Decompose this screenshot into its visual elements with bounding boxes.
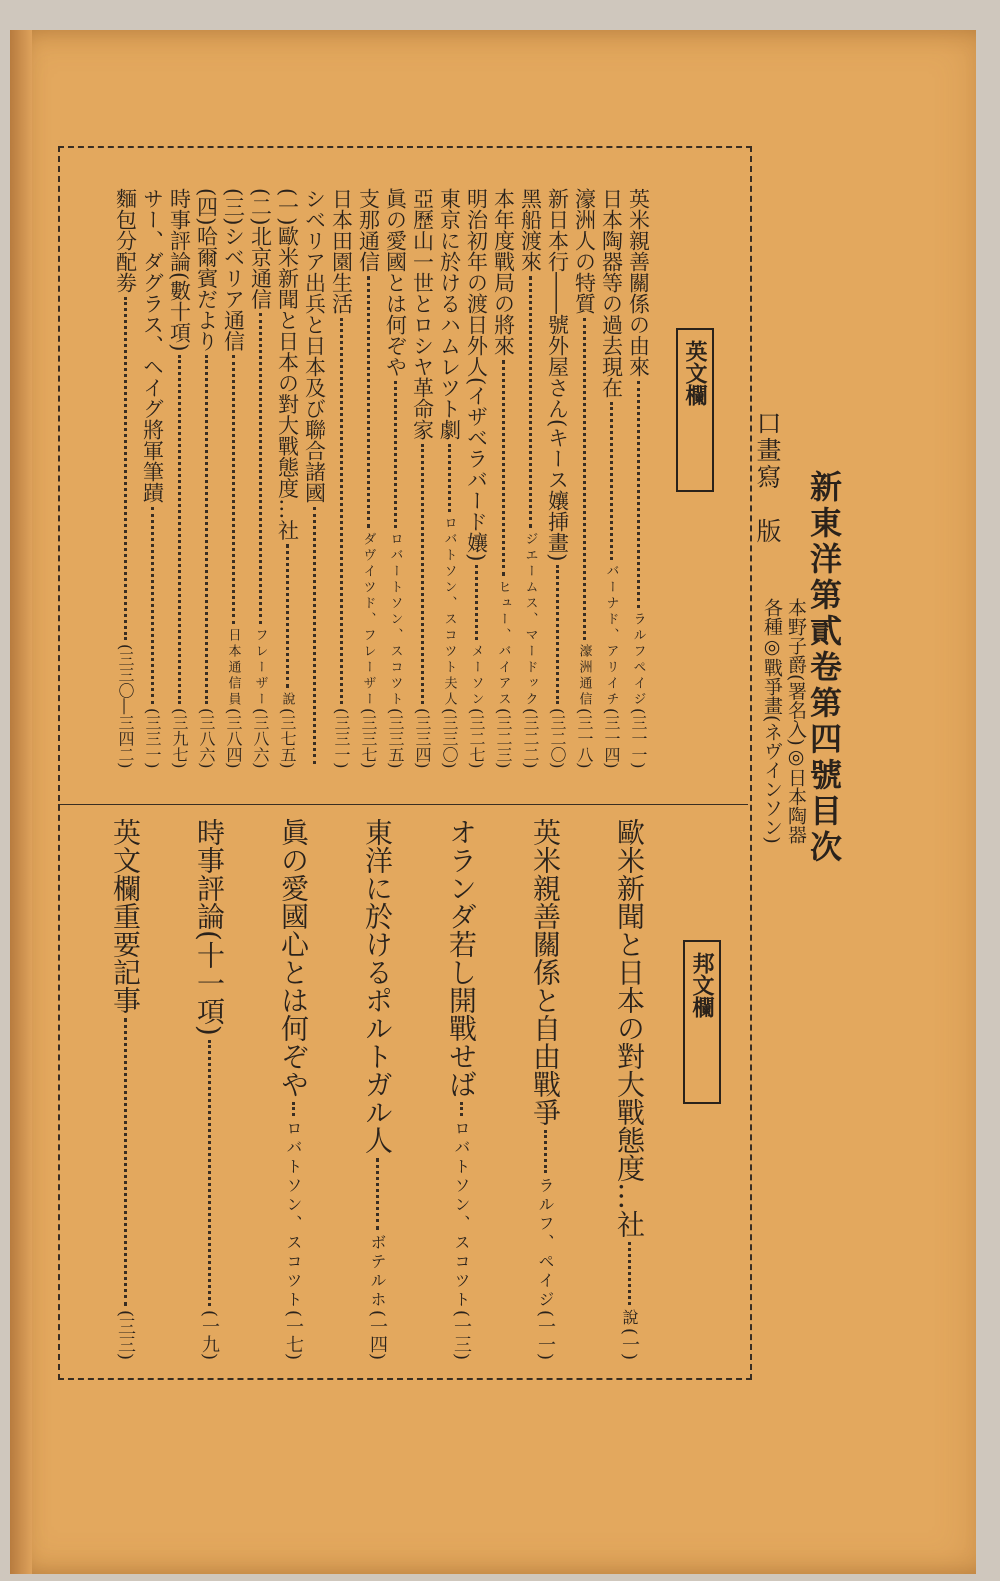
entry-page-number: (一四)	[367, 1309, 388, 1360]
entry-title: 眞の愛國心とは何ぞや	[277, 818, 310, 1098]
entry-title: シベリア出兵と日本及び聯合諸國	[302, 188, 327, 503]
entry-author: ロバトソン、スコツト	[284, 1119, 303, 1310]
entry-title: 英米親善關係の由來	[626, 188, 651, 377]
leader-dots	[178, 355, 181, 703]
entry-title: 東洋に於けるポルトガル人	[361, 818, 394, 1154]
entry-page-number: (一)	[619, 1327, 640, 1360]
entry-title: 新日本行――號外屋さん(キース孃挿畫)	[545, 188, 570, 562]
english-entry	[543, 188, 571, 768]
entry-title: 英米親善關係と自由戰爭	[529, 818, 562, 1126]
leader-dots	[208, 1040, 211, 1306]
kuchie-label: 口畫寫 版	[753, 410, 782, 545]
entry-page-number: (三八六)	[197, 707, 216, 768]
japanese-entry	[192, 818, 226, 1360]
english-entry	[327, 188, 355, 768]
english-entry	[138, 188, 166, 768]
english-entry	[246, 188, 274, 768]
entry-title: 時事評論(十一項)	[193, 818, 226, 1036]
leader-dots	[529, 276, 532, 528]
english-entry	[462, 188, 490, 768]
entry-page-number: (三二三)	[494, 707, 513, 768]
entry-page-number: (三一四)	[602, 707, 621, 768]
english-entry	[192, 188, 220, 768]
leader-dots	[394, 381, 397, 528]
entry-author: 濠洲通信	[576, 643, 592, 708]
entry-author: 說	[620, 1308, 639, 1328]
leader-dots	[340, 318, 343, 704]
leader-dots	[448, 444, 451, 512]
leader-dots	[460, 1102, 463, 1116]
entry-title: 濠洲人の特質	[572, 188, 597, 314]
entry-page-number: (一一)	[535, 1309, 556, 1360]
entry-title: オランダ若し開戰せば	[445, 818, 478, 1098]
japanese-entry	[444, 818, 478, 1360]
entry-title: 時事評論(數十項)	[167, 188, 192, 352]
section-divider	[58, 804, 748, 805]
japanese-entry	[612, 818, 646, 1360]
entry-author: ロバトソン、スコツト夫人	[441, 515, 457, 708]
entry-author: 日本通信員	[225, 627, 241, 708]
entry-page-number: (三三一)	[143, 707, 162, 768]
leader-dots	[205, 355, 208, 703]
entry-page-number: (三二二)	[521, 707, 540, 768]
entry-title: (一)歐米新聞と日本の對大戰態度…社	[275, 188, 300, 541]
english-entry	[111, 188, 139, 768]
entry-author: フレーザー	[252, 627, 268, 708]
english-entry	[516, 188, 544, 768]
entry-title: サー、ダグラス、ヘイグ將軍筆蹟	[140, 188, 165, 503]
english-entry	[165, 188, 193, 768]
kuchie-line-2: 各種◎戰爭畫(ネヴインソン)	[761, 598, 783, 844]
entry-title: 亞歷山一世とロシヤ革命家	[410, 188, 435, 440]
entry-title: (四)哈爾賓だより	[194, 188, 219, 352]
entry-page-number: (三八四)	[224, 707, 243, 768]
leader-dots	[544, 1130, 547, 1173]
entry-author: ラルフペイジ	[630, 611, 646, 708]
entry-page-number: (三三五)	[386, 707, 405, 768]
leader-dots	[583, 318, 586, 640]
entry-title: 眞の愛國とは何ぞや	[383, 188, 408, 377]
english-entry	[489, 188, 517, 768]
entry-page-number: (三三四)	[413, 707, 432, 768]
entry-page-number: (三八六)	[251, 707, 270, 768]
english-entry	[570, 188, 598, 768]
entry-title: (三)シベリア通信	[221, 188, 246, 352]
entry-author: バーナド、アリイチ	[603, 563, 619, 708]
english-entry	[381, 188, 409, 768]
toc-title: 新東洋第貳卷第四號目次	[805, 470, 843, 866]
english-entry	[273, 188, 301, 768]
english-entry	[597, 188, 625, 768]
entry-title: 日本田園生活	[329, 188, 354, 314]
leader-dots	[124, 1018, 127, 1306]
leader-dots	[502, 360, 505, 576]
english-entry	[354, 188, 382, 768]
entry-title: 本年度戰局の將來	[491, 188, 516, 356]
entry-author: ヒュー、バイアス	[495, 579, 511, 708]
entry-page-number: (三一八)	[575, 707, 594, 768]
entry-page-number: (三九七)	[170, 707, 189, 768]
entry-page-number: (三二七)	[467, 707, 486, 768]
leader-dots	[292, 1102, 295, 1116]
entry-author: メーソン	[468, 643, 484, 708]
entry-page-number: (三三〇―三四二)	[116, 643, 135, 768]
entry-title: 支那通信	[356, 188, 381, 272]
english-entry	[408, 188, 436, 768]
entry-title: 麵包分配劵	[113, 188, 138, 293]
leader-dots	[475, 565, 478, 639]
japanese-entry	[276, 818, 310, 1360]
entry-author: ジエームス、マードック	[522, 531, 538, 708]
japanese-entry	[108, 818, 142, 1360]
entry-author: 說	[279, 691, 295, 708]
leader-dots	[556, 565, 559, 703]
english-entry	[219, 188, 247, 768]
entry-page-number: (三三〇)	[440, 707, 459, 768]
leader-dots	[286, 544, 289, 687]
kuchie-line-1: 本野子爵(署名入)◎日本陶器	[785, 598, 807, 844]
leader-dots	[628, 1242, 631, 1305]
entry-title: (二)北京通信	[248, 188, 273, 310]
japanese-section-label: 邦文欄	[683, 940, 721, 1104]
entry-author: ボテルホ	[368, 1233, 387, 1310]
entry-page-number: (三二〇)	[548, 707, 567, 768]
leader-dots	[313, 507, 316, 764]
english-section-label: 英文欄	[676, 328, 714, 492]
leader-dots	[124, 297, 127, 640]
entry-page-number: (一九)	[199, 1309, 220, 1360]
entry-author: ラルフ、ペイジ	[536, 1176, 555, 1310]
japanese-entry	[528, 818, 562, 1360]
english-entry	[624, 188, 652, 768]
leader-dots	[367, 276, 370, 528]
entry-page-number: (三三)	[115, 1309, 136, 1360]
leader-dots	[610, 402, 613, 560]
leader-dots	[421, 444, 424, 704]
leader-dots	[232, 355, 235, 623]
entry-page-number: (一七)	[283, 1309, 304, 1360]
entry-title: 歐米新聞と日本の對大戰態度…社	[613, 818, 646, 1238]
entry-title: 英文欄重要記事	[109, 818, 142, 1014]
english-entry	[300, 188, 328, 768]
entry-author: ダヴイツド、フレーザー	[360, 531, 376, 708]
page-gutter	[10, 30, 32, 1574]
entry-title: 黑船渡來	[518, 188, 543, 272]
entry-title: 東京に於けるハムレツト劇	[437, 188, 462, 440]
entry-page-number: (三三一)	[332, 707, 351, 768]
entry-author: ロバートソン、スコツト	[387, 531, 403, 708]
leader-dots	[376, 1158, 379, 1230]
entry-author: ロバトソン、スコツト	[452, 1119, 471, 1310]
entry-page-number: (三三七)	[359, 707, 378, 768]
japanese-entry	[360, 818, 394, 1360]
leader-dots	[151, 507, 154, 704]
english-entry	[435, 188, 463, 768]
entry-title: 日本陶器等の過去現在	[599, 188, 624, 398]
leader-dots	[637, 381, 640, 608]
entry-title: 明治初年の渡日外人(イザベラバード孃)	[464, 188, 489, 562]
leader-dots	[259, 313, 262, 623]
entry-page-number: (三一一)	[629, 707, 648, 768]
entry-page-number: (三七五)	[278, 707, 297, 768]
entry-page-number: (一三)	[451, 1309, 472, 1360]
